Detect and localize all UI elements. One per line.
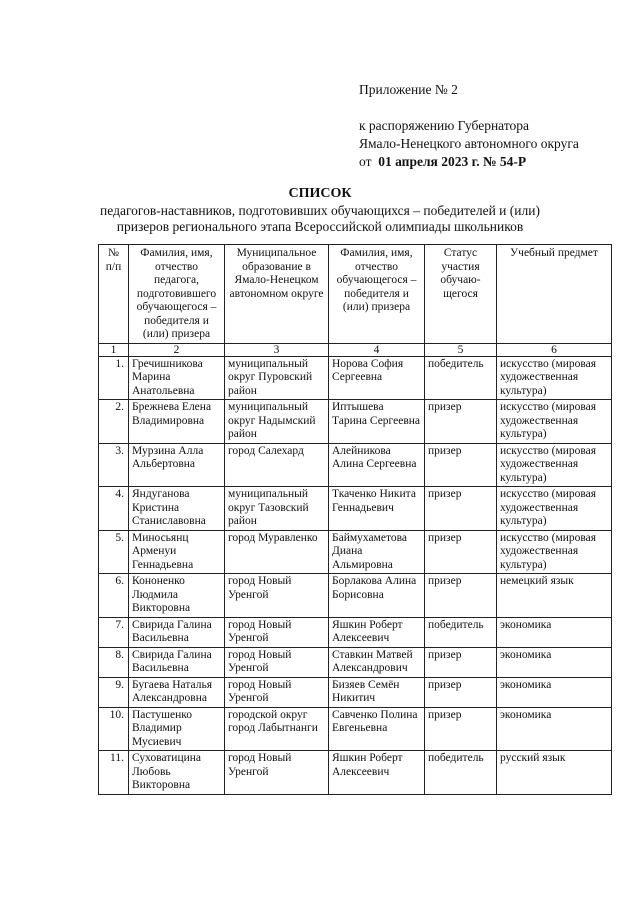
student-name: Яшкин Роберт Алексеевич — [329, 617, 425, 647]
municipality: город Новый Уренгой — [225, 647, 329, 677]
column-number: 1 — [99, 343, 129, 356]
document-title: СПИСОК — [288, 186, 352, 201]
municipality: город Новый Уренгой — [225, 751, 329, 795]
appendix-date-value: 01 апреля 2023 г. № 54-Р — [378, 154, 527, 169]
participation-status: победитель — [425, 751, 497, 795]
municipality: городской округ город Лабытнанги — [225, 707, 329, 751]
teacher-name: Бугаева Наталья Александровна — [129, 677, 225, 707]
table-body — [99, 356, 612, 794]
subject: искусство (мировая художественная культура) — [497, 356, 612, 400]
table-row — [99, 677, 612, 707]
student-name: Ставкин Матвей Александрович — [329, 647, 425, 677]
teacher-name: Миносьянц Арменуи Геннадьевна — [129, 530, 225, 574]
participation-status: победитель — [425, 617, 497, 647]
row-number: 1. — [99, 356, 129, 400]
row-number: 6. — [99, 574, 129, 618]
row-number: 10. — [99, 707, 129, 751]
appendix-block — [359, 81, 579, 171]
row-number: 2. — [99, 400, 129, 444]
participation-status: призер — [425, 530, 497, 574]
municipality: муниципальный округ Тазовский район — [225, 487, 329, 531]
header-municipality: Муниципальное образование в Ямало-Ненецком автономном округе — [225, 245, 329, 344]
participation-status: призер — [425, 487, 497, 531]
table-header-row — [99, 245, 612, 344]
appendix-title: Приложение № 2 — [359, 82, 458, 97]
student-name: Ткаченко Никита Геннадьевич — [329, 487, 425, 531]
student-name: Савченко Полина Евгеньевна — [329, 707, 425, 751]
row-number: 11. — [99, 751, 129, 795]
row-number: 9. — [99, 677, 129, 707]
teacher-name: Свирида Галина Васильевна — [129, 647, 225, 677]
table-row — [99, 530, 612, 574]
subject: искусство (мировая художественная культура) — [497, 400, 612, 444]
student-name: Иптышева Тарина Сергеевна — [329, 400, 425, 444]
municipality: город Новый Уренгой — [225, 677, 329, 707]
teacher-name: Брежнева Елена Владимировна — [129, 400, 225, 444]
column-number: 3 — [225, 343, 329, 356]
appendix-line-2: Ямало-Ненецкого автономного округа — [359, 136, 579, 151]
municipality: муниципальный округ Пуровский район — [225, 356, 329, 400]
header-number: № п/п — [99, 245, 129, 344]
column-number: 6 — [497, 343, 612, 356]
municipality: город Салехард — [225, 443, 329, 487]
municipality: муниципальный округ Надымский район — [225, 400, 329, 444]
document-heading — [0, 186, 640, 235]
column-number: 2 — [129, 343, 225, 356]
participation-status: призер — [425, 443, 497, 487]
table-row — [99, 487, 612, 531]
row-number: 4. — [99, 487, 129, 531]
header-teacher: Фамилия, имя, отчество педагога, подготовившего обучающегося – победителя и (или) призера — [129, 245, 225, 344]
header-student: Фамилия, имя, отчество обучающегося – победителя и (или) призера — [329, 245, 425, 344]
student-name: Алейникова Алина Сергеевна — [329, 443, 425, 487]
table-row — [99, 443, 612, 487]
participation-status: призер — [425, 574, 497, 618]
heading-line-2: призеров регионального этапа Всероссийской олимпиады школьников — [116, 219, 524, 234]
participation-status: победитель — [425, 356, 497, 400]
appendix-date-prefix: от — [359, 154, 372, 169]
header-status: Статус участия обучаю-щегося — [425, 245, 497, 344]
teacher-name: Суховатицина Любовь Викторовна — [129, 751, 225, 795]
teacher-name: Кононенко Людмила Викторовна — [129, 574, 225, 618]
teacher-name: Гречишникова Марина Анатольевна — [129, 356, 225, 400]
teacher-name: Яндуганова Кристина Станиславовна — [129, 487, 225, 531]
subject: экономика — [497, 647, 612, 677]
appendix-date-line — [359, 153, 579, 171]
table-row — [99, 617, 612, 647]
heading-line-1: педагогов-наставников, подготовивших обучающихся – победителей и (или) — [100, 203, 540, 218]
table-row — [99, 647, 612, 677]
municipality: город Новый Уренгой — [225, 617, 329, 647]
column-number: 4 — [329, 343, 425, 356]
municipality: город Новый Уренгой — [225, 574, 329, 618]
mentors-table — [98, 244, 612, 795]
student-name: Баймухаметова Диана Альмировна — [329, 530, 425, 574]
subject: экономика — [497, 707, 612, 751]
column-number-row — [99, 343, 612, 356]
subject: экономика — [497, 617, 612, 647]
participation-status: призер — [425, 677, 497, 707]
municipality: город Муравленко — [225, 530, 329, 574]
teacher-name: Мурзина Алла Альбертовна — [129, 443, 225, 487]
participation-status: призер — [425, 707, 497, 751]
table-row — [99, 400, 612, 444]
table-row — [99, 707, 612, 751]
student-name: Борлакова Алина Борисовна — [329, 574, 425, 618]
participation-status: призер — [425, 647, 497, 677]
table-row — [99, 751, 612, 795]
participation-status: призер — [425, 400, 497, 444]
student-name: Яшкин Роберт Алексеевич — [329, 751, 425, 795]
subject: искусство (мировая художественная культура) — [497, 487, 612, 531]
header-subject: Учебный предмет — [497, 245, 612, 344]
subject: искусство (мировая художественная культура) — [497, 530, 612, 574]
student-name: Бизяев Семён Никитич — [329, 677, 425, 707]
column-number: 5 — [425, 343, 497, 356]
teacher-name: Свирида Галина Васильевна — [129, 617, 225, 647]
table-row — [99, 356, 612, 400]
subject: русский язык — [497, 751, 612, 795]
teacher-name: Пастушенко Владимир Мусиевич — [129, 707, 225, 751]
table-row — [99, 574, 612, 618]
subject: искусство (мировая художественная культура) — [497, 443, 612, 487]
student-name: Норова София Сергеевна — [329, 356, 425, 400]
appendix-line-1: к распоряжению Губернатора — [359, 118, 530, 133]
row-number: 3. — [99, 443, 129, 487]
subject: немецкий язык — [497, 574, 612, 618]
row-number: 8. — [99, 647, 129, 677]
subject: экономика — [497, 677, 612, 707]
row-number: 5. — [99, 530, 129, 574]
row-number: 7. — [99, 617, 129, 647]
